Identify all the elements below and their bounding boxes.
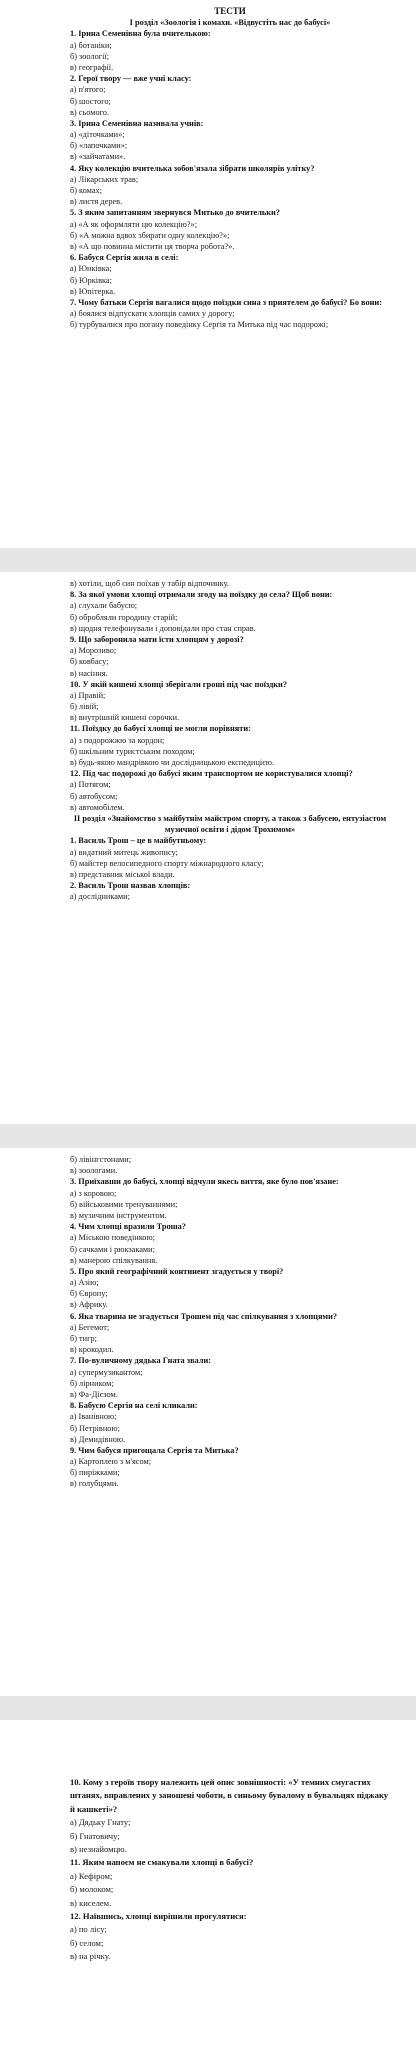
answer-option: в) Демидівною. — [70, 1434, 126, 1444]
answer-option: а) «А як оформляти цю колекцію?»; — [70, 219, 197, 229]
answer-option: в) автомобілем. — [70, 802, 125, 812]
answer-option: в) «зайчатами». — [70, 152, 126, 162]
answer-option: б) Петрівною; — [70, 1423, 120, 1433]
answer-option: а) п'ятого; — [70, 85, 106, 95]
answer-option: б) військовими тренуваннями; — [70, 1199, 178, 1209]
answer-option: а) слухали бабусю; — [70, 601, 138, 611]
question-text: 7. Чому батьки Сергія вагалися щодо поїздки сина з приятелем до бабусі? Бо вони: — [70, 297, 382, 307]
question-text: 8. Бабусю Сергія на селі кликали: — [70, 1401, 198, 1411]
document-title: ТЕСТИ — [214, 6, 246, 16]
answer-option: в) внутрішній кишені сорочки. — [70, 713, 180, 723]
answer-option: а) з подорожжю за кордон; — [70, 735, 165, 745]
section-heading: ІІ розділ «Знайомство з майбутнім майстром спорту, а також з бабусею, ентузіастом музичної освіти і дідом Трохимом» — [73, 813, 387, 835]
question-text: 1. Василь Трош – це в майбутньому: — [70, 836, 207, 846]
answer-option: а) Потягом; — [70, 780, 111, 790]
question-text: 11. Яким напоєм не смакували хлопці в бабусі? — [70, 1857, 254, 1868]
answer-option: в) зоологами. — [70, 1166, 118, 1176]
question-text: 5. Про який географічний континент згадується у творі? — [70, 1266, 284, 1276]
answer-option: а) Лікарських трав; — [70, 174, 139, 184]
answer-option: в) крокодил. — [70, 1345, 114, 1355]
question-text: 2. Герої твору — вже учні класу: — [70, 74, 192, 84]
answer-option: а) супермузикантом; — [70, 1367, 143, 1377]
answer-option: б) лівій; — [70, 702, 99, 712]
answer-option: в) голубцями. — [70, 1479, 119, 1489]
question-text: 4. Яку колекцію вчителька зобов'язала зібрати школярів улітку? — [70, 163, 315, 173]
answer-option: в) «А що повинна містити ця творча робота?». — [70, 241, 235, 251]
answer-option: в) киселем. — [70, 1897, 112, 1908]
answer-option: б) молоком; — [70, 1884, 114, 1895]
answer-option: в) щодня телефонували і доповідали про стан справ. — [70, 623, 256, 633]
answer-option: в) Африку. — [70, 1300, 108, 1310]
answer-option: в) хотіли, щоб син поїхав у табір відпочинку. — [70, 579, 229, 588]
answer-option: а) з коровою; — [70, 1188, 117, 1198]
answer-option: а) Картоплею з м'ясом; — [70, 1457, 152, 1467]
answer-option: а) Правій; — [70, 690, 106, 700]
question-text: 6. Яка тварина не згадується Трошем під час спілкування з хлопцями? — [70, 1311, 338, 1321]
question-text: 2. Василь Трош назвав хлопців: — [70, 881, 191, 891]
answer-option: б) ковбасу; — [70, 657, 109, 667]
answer-option: а) ботаніки; — [70, 40, 112, 50]
answer-option: б) турбувалися про погану поведінку Сергія та Митька під час подорожі; — [70, 320, 329, 330]
question-text: 9. Чим бабуся пригощала Сергія та Митька? — [70, 1445, 239, 1455]
answer-option: в) манерою спілкування. — [70, 1255, 158, 1265]
answer-option: в) листя дерев. — [70, 197, 123, 207]
question-text: 4. Чим хлопці вразили Троша? — [70, 1222, 186, 1232]
page-1 — [0, 0, 416, 548]
answer-option: а) «діточками»; — [70, 130, 125, 140]
question-text: 10. Кому з героїв твору належить цей опис зовнішності: «У темних смугастих штанях, вправлених у заношені чоботи, в синьому бувалому в бувальцях піджаку й кашкеті»? — [70, 1777, 389, 1814]
answer-option: б) автобусом; — [70, 791, 118, 801]
answer-option: б) комах; — [70, 186, 102, 195]
answer-option: б) пиріжками; — [70, 1468, 120, 1478]
page-4 — [0, 1720, 416, 2059]
answer-option: б) «лапочками»; — [70, 141, 128, 151]
answer-option: б) шостого; — [70, 96, 111, 106]
answer-option: а) Бегемот; — [70, 1322, 110, 1332]
page-2 — [0, 572, 416, 1124]
answer-option: в) насіння. — [70, 668, 108, 678]
answer-option: а) Морозиво; — [70, 646, 117, 656]
answer-option: в) музичним інструментом. — [70, 1210, 167, 1220]
answer-option: а) Азію; — [70, 1278, 99, 1288]
question-text: 12. Під час подорожі до бабусі яким транспортом не користувалися хлопці? — [70, 769, 353, 779]
answer-option: б) Гнатовичу; — [70, 1830, 120, 1841]
answer-option: а) Кефіром; — [70, 1870, 113, 1881]
answer-option: б) шкільним туристським походом; — [70, 746, 195, 756]
answer-option: б) лірником; — [70, 1378, 114, 1388]
answer-option: в) на річку. — [70, 1951, 111, 1962]
answer-option: в) сьомого. — [70, 107, 110, 117]
answer-option: б) майстер велосипедного спорту міжнародного класу; — [70, 858, 264, 868]
question-text: 3. Ірина Семенівна називала учнів: — [70, 118, 204, 128]
question-text: 8. За якої умови хлопці отримали згоду на поїздку до села? Щоб вони: — [70, 590, 333, 600]
section-heading: І розділ «Зоологія і комахи. «Відвустіть нас до бабусі» — [129, 18, 331, 28]
question-text: 11. Поїздку до бабусі хлопці не могли порівняти: — [70, 724, 251, 734]
answer-option: в) Юпітерка. — [70, 286, 116, 296]
answer-option: а) видатний митець живопису; — [70, 847, 178, 857]
answer-option: а) по лісу; — [70, 1924, 107, 1935]
answer-option: б) лівінгстонами; — [70, 1155, 132, 1164]
answer-option: б) Юрківка; — [70, 275, 112, 285]
question-text: 10. У якій кишені хлопці зберігали гроші під час поїздки? — [70, 679, 287, 689]
answer-option: б) зоології; — [70, 51, 110, 61]
answer-option: б) сачками і рюкзаками; — [70, 1244, 155, 1254]
answer-option: б) тигр; — [70, 1334, 97, 1343]
question-text: 6. Бабуся Сергія жила в селі: — [70, 253, 179, 263]
question-text: 12. Наївшись, хлопці вирішили прогулятися: — [70, 1910, 247, 1921]
answer-option: а) дослідниками; — [70, 892, 130, 902]
answer-option: а) Юнківка; — [70, 264, 112, 274]
answer-option: а) Міською поведінкою; — [70, 1233, 155, 1243]
answer-option: б) «А можна вдвох збирати одну колекцію?»; — [70, 230, 230, 240]
question-text: 7. По-вуличному дядька Гната звали: — [70, 1356, 212, 1366]
answer-option: в) Фа-Дієзом. — [70, 1389, 118, 1399]
answer-option: в) незнайомцю. — [70, 1844, 127, 1854]
answer-option: б) обробляли городину старій; — [70, 612, 178, 622]
page-3 — [0, 1148, 416, 1696]
question-text: 3. Приїхавши до бабусі, хлопці відчули якесь виття, яке було пов'язане: — [70, 1177, 339, 1187]
answer-option: б) Європу; — [70, 1289, 108, 1299]
answer-option: в) представник міської влади. — [70, 869, 175, 879]
answer-option: а) боялися відпускати хлопців самих у дорогу; — [70, 309, 235, 319]
answer-option: в) будь-якою мандрівкою чи дослідницькою експедицією. — [70, 758, 275, 767]
answer-option: в) географії. — [70, 62, 114, 72]
question-text: 9. Що заборонила мати їсти хлопцям у дорозі? — [70, 634, 244, 644]
answer-option: б) селом; — [70, 1937, 104, 1948]
answer-option: а) Дядьку Гнату; — [70, 1817, 131, 1828]
question-text: 1. Ірина Семенівна була вчителькою: — [70, 29, 211, 39]
question-text: 5. З яким запитанням звернувся Митько до вчительки? — [70, 208, 280, 218]
answer-option: а) Іванівною; — [70, 1412, 117, 1422]
